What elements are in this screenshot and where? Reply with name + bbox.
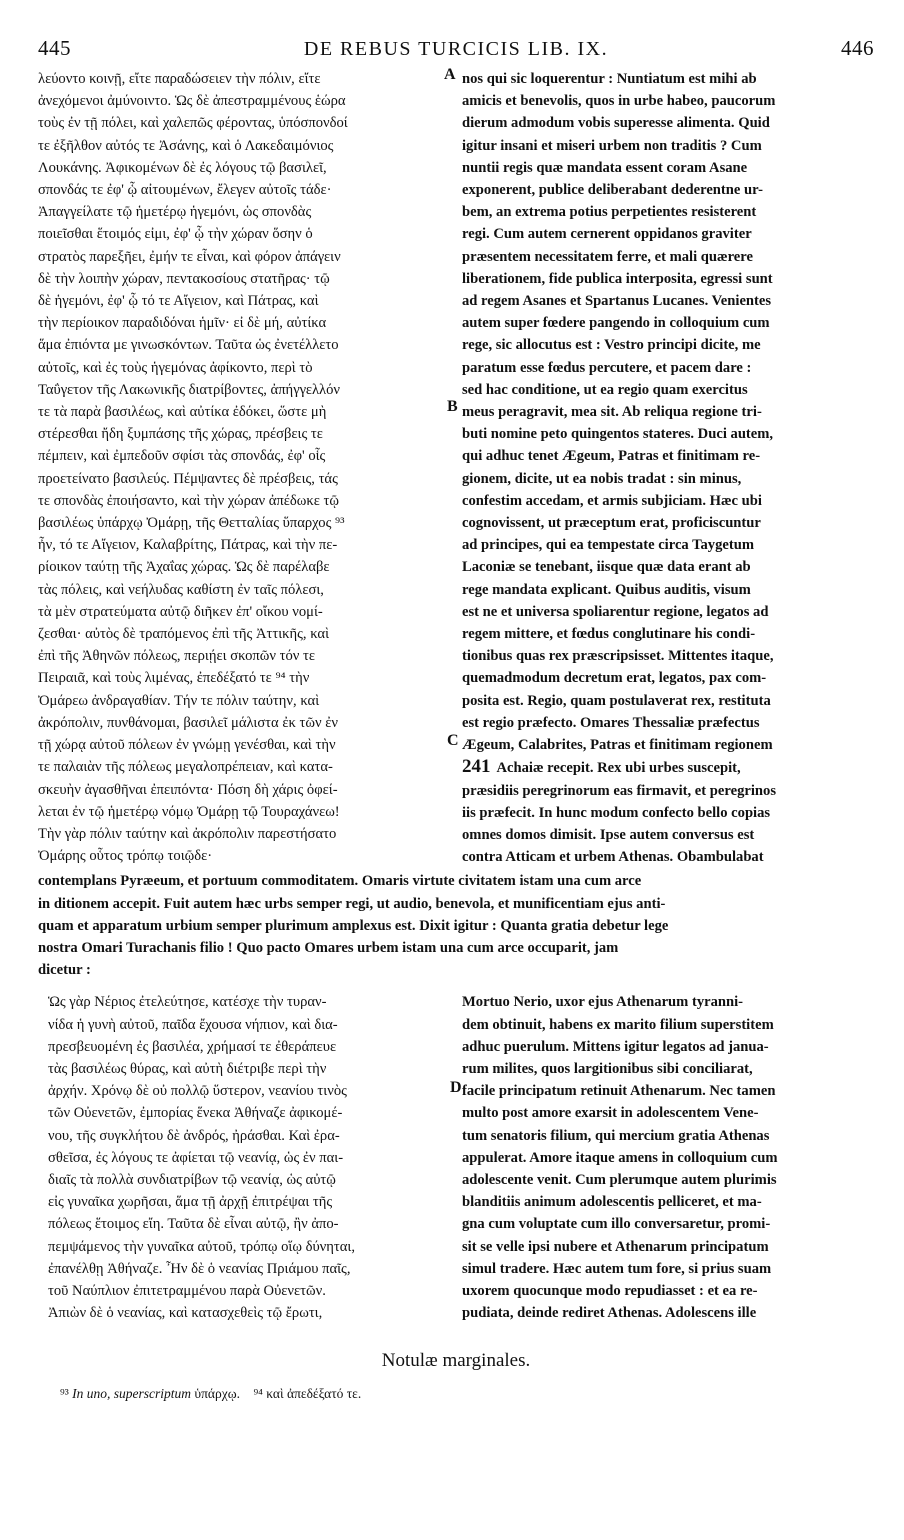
greek-text-line: διαῖς τὰ πολλὰ συνδιατρίβων τῷ νεανίᾳ, ὡς αὐτῷ: [48, 1171, 336, 1188]
greek-text-line: τῇ χώρᾳ αὐτοῦ πόλεων ἐν γνώμῃ γενέσθαι, καὶ τὴν: [38, 737, 336, 754]
latin-text-line: ad regem Asanes et Spartanus Lucanes. Venientes: [462, 293, 772, 310]
latin-text-line: regi. Cum autem cernerent oppidanos graviter: [462, 226, 752, 243]
latin-text-line: posita est. Regio, quam postulaverat rex, restituta: [462, 692, 771, 709]
greek-text-line: λεύοντο κοινῇ, εἴτε παραδώσειεν τὴν πόλιν, εἴτε: [38, 71, 321, 87]
latin-text-line: qui adhuc tenet Ægeum, Patras et finitimam re-: [462, 448, 761, 465]
greek-text-line: Ὀμάρεω ἀνδραγαθίαν. Τήν τε πόλιν ταύτην, καὶ: [38, 692, 320, 709]
latin-text-line: igitur insani et miseri urbem non traditis ? Cum: [462, 137, 762, 154]
full-width-text-line: contemplans Pyræeum, et portuum commoditatem. Omaris virtute civitatem istam una cum arce: [38, 873, 642, 890]
greek-text-line: λεται ἐν τῷ ἡμετέρῳ νόμῳ Ὀμάρῃ τῷ Τουραχάνεω!: [38, 803, 340, 820]
greek-text-line: Λουκάνης. Ἀφικομένων δὲ ἐς λόγους τῷ βασιλεῖ,: [38, 159, 327, 176]
greek-text-line: ἅμα ἐπιόντα με γινωσκόντων. Ταῦτα ὡς ἐνετέλλετο: [38, 337, 339, 354]
note-93-italic: In uno, superscriptum: [72, 1386, 192, 1402]
note-93-greek: ὑπάρχῳ.: [194, 1386, 240, 1402]
latin-text-line: autem super fœdere pangendo in colloquium cum: [462, 315, 770, 332]
greek-text-line: τε σπονδὰς ἐποιήσαντο, καὶ τὴν χώραν ἀπέδωκε τῷ: [38, 492, 339, 509]
note-94-greek: καὶ ἀπεδέξατό τε.: [266, 1386, 362, 1402]
greek-text-line: πόλεως ἕτοιμος εἴη. Ταῦτα δὲ εἶναι αὐτῷ, ἢν ἀπο-: [48, 1216, 339, 1233]
greek-text-line: νου, τῆς συγκλήτου δὲ ἀνδρός, ἠράσθαι. Καὶ ἐρα-: [48, 1127, 340, 1144]
latin-text-line: tionibus quas rex præscripsisset. Mittentes itaque,: [462, 648, 774, 665]
greek-text-line: προετείνατο βασιλεύς. Πέμψαντες δὲ πρέσβεις, τάς: [38, 470, 338, 487]
greek-text-line: σπονδάς τε ἐφ' ᾧ αἰτουμένων, ἔλεγεν αὐτοῖς τάδε·: [38, 182, 332, 199]
greek-text-line: τοῦ Ναύπλιον ἐπιτετραμμένου παρὰ Οὐενετῶν.: [48, 1282, 326, 1299]
running-title: DE REBUS TURCICIS LIB. IX.: [303, 38, 609, 60]
greek-text-line: ἀκρόπολιν, πυνθάνομαι, βασιλεῖ μάλιστα ἐκ τῶν ἐν: [38, 714, 338, 731]
latin-column-top: [462, 68, 874, 868]
greek-text-line: ποιεῖσθαι ἕτοιμός εἰμι, ἐφ' ᾧ τὴν χώραν ὅσην ὁ: [38, 226, 313, 243]
margin-letter-a: A: [444, 66, 456, 83]
running-header: [38, 36, 874, 62]
latin-text-line: pudiata, deinde rediret Athenas. Adolescens ille: [462, 1305, 757, 1322]
greek-column-top: [38, 68, 456, 868]
greek-text-line: αὐτοῖς, καὶ ἐς τοὺς ἡγεμόνας ἀφίκοντο, περὶ τὸ: [38, 359, 313, 376]
latin-text-line: buti nomine peto quingentos stateres. Duci autem,: [462, 426, 774, 443]
section-number: 241: [462, 756, 491, 778]
latin-text-line: [462, 756, 874, 779]
latin-text-line: exponerent, publice deliberabant dederentne ur-: [462, 182, 763, 199]
latin-text-line: dierum admodum vobis superesse alimenta. Quid: [462, 115, 770, 132]
latin-text-line: regem mittere, et fœdus conglutinare his condi-: [462, 626, 756, 643]
latin-text-line: quemadmodum decretum erat, legatos, pax com-: [462, 670, 767, 687]
greek-text-line: τὴν περίοικον παραδιδόναι ἡμῖν· εἰ δὲ μή, αὐτίκα: [38, 315, 327, 332]
latin-text-line: gionem, dicite, ut ea nobis tradat : sin minus,: [462, 470, 742, 487]
latin-text-line: nos qui sic loquerentur : Nuntiatum est mihi ab: [462, 71, 757, 87]
greek-text-line: Ταΰγετον τῆς Λακωνικῆς διατρίβοντες, ἀπήγγελλόν: [38, 381, 341, 398]
latin-text-line: paratum esse fœdus percutere, et pacem dare :: [462, 359, 752, 376]
greek-text-line: ζεσθαι· αὐτὸς δὲ τραπόμενος ἐπὶ τῆς Ἀττικῆς, καὶ: [38, 626, 330, 643]
marginal-notes: [60, 1386, 874, 1402]
greek-text-line: τε ἐξῆλθον αὐτός τε Ἀσάνης, καὶ ὁ Λακεδαιμόνιος: [38, 137, 334, 154]
greek-text-line: ἐπανέλθῃ Ἀθήναζε. Ἦν δὲ ὁ νεανίας Πριάμου παῖς,: [48, 1260, 351, 1277]
latin-text-line: Ægeum, Calabrites, Patras et finitimam regionem: [462, 737, 773, 754]
latin-text-line: amicis et benevolis, quos in urbe habeo, paucorum: [462, 93, 776, 110]
full-width-text-line: dicetur :: [38, 962, 91, 979]
latin-text-line: sit se velle ipsi nubere et Athenarum principatum: [462, 1238, 769, 1255]
latin-text-line: ad principes, qui ea tempestate circa Taygetum: [462, 537, 754, 554]
latin-text-line: præsentem necessitatem ferre, et mali quærere: [462, 248, 753, 265]
latin-text-line: est regio præfecto. Omares Thessaliæ præfectus: [462, 714, 760, 731]
latin-text-line: contra Atticam et urbem Athenas. Obambulabat: [462, 849, 764, 866]
notes-title: Notulæ marginales.: [381, 1350, 531, 1372]
latin-text-line: rege, sic allocutus est : Vestro principi dicite, me: [462, 337, 761, 354]
latin-text-line: rege mandata explicant. Quibus auditis, visum: [462, 581, 751, 598]
greek-text-line: δὲ τὴν λοιπὴν χώραν, πεντακοσίους στατῆρας· τῷ: [38, 270, 330, 287]
greek-text-line: στέρεσθαι ἤδη ξυμπάσης τῆς χώρας, πρέσβεις τε: [38, 426, 323, 443]
greek-text-line: τὰς πόλεις, καὶ νεήλυδας καθίστη ἐν ταῖς πόλεσι,: [38, 581, 324, 598]
greek-text-line: εἰς γυναῖκα χωρῆσαι, ἅμα τῇ ἀρχῇ ἐπιτρέψαι τῆς: [48, 1194, 333, 1211]
greek-text-line: ἐπὶ τῆς Ἀθηνῶν πόλεως, περιῄει σκοπῶν τόν τε: [38, 648, 316, 665]
full-width-text-line: in ditionem accepit. Fuit autem hæc urbs semper regi, ut audio, benevola, et munificentiam ejus anti-: [38, 895, 666, 912]
latin-text-line: præsidiis peregrinorum eas firmavit, et peregrinos: [462, 782, 776, 799]
latin-text-line: appulerat. Amore itaque amens in colloquium cum: [462, 1149, 778, 1166]
latin-text-line: confestim accedam, et armis subjiciam. Hæc ubi: [462, 492, 762, 509]
top-columns: [38, 68, 874, 868]
latin-text-line: uxorem quocunque modo repudiasset : et ea re-: [462, 1282, 758, 1299]
latin-text-line: meus peragravit, mea sit. Ab reliqua regione tri-: [462, 404, 762, 421]
greek-text-line: ἀνεχόμενοι ἀμύνοιντο. Ὡς δὲ ἀπεστραμμένους ἑώρα: [38, 93, 346, 110]
greek-text-line: ἀρχήν. Χρόνῳ δὲ οὐ πολλῷ ὕστερον, νεανίου τινὸς: [48, 1083, 347, 1100]
latin-text-line: nuntii regis quæ mandata essent coram Asane: [462, 159, 748, 176]
text-line-fragment: Achaiæ recepit. Rex ubi urbes suscepit,: [496, 760, 741, 777]
greek-text-line: τὰς βασιλέως θύρας, καὶ αὐτὴ διέτριβε περὶ τὴν: [48, 1060, 327, 1077]
latin-text-line: Laconiæ se tenebant, iisque quæ data erant ab: [462, 559, 751, 576]
greek-text-line: ἦν, τό τε Αἴγειον, Καλαβρίτης, Πάτρας, καὶ τὴν πε-: [38, 537, 338, 554]
greek-text-line: πεμψάμενος τὴν γυναῖκα αὐτοῦ, τρόπῳ οἵῳ δύνηται,: [48, 1238, 356, 1255]
latin-text-line: tum senatoris filium, qui mercium gratia Athenas: [462, 1127, 770, 1144]
latin-text-line: omnes domos dimisit. Ipse autem conversus est: [462, 826, 755, 843]
latin-text-line: liberationem, fide publica interposita, egressi sunt: [462, 270, 773, 287]
latin-text-line: simul tradere. Hæc autem tum fore, si prius suam: [462, 1260, 772, 1277]
bottom-columns: [38, 991, 874, 1324]
greek-text-line: στρατὸς παρεξῆει, ἐμήν τε εἶναι, καὶ φόρον ἀπάγειν: [38, 248, 341, 265]
latin-text-line: multo post amore exarsit in adolescentem Vene-: [462, 1105, 759, 1122]
greek-text-line: τῶν Οὐενετῶν, ἐμπορίας ἕνεκα Ἀθήναζε ἀφικομέ-: [48, 1105, 343, 1122]
latin-text-line: cognovissent, ut præceptum erat, proficiscuntur: [462, 515, 761, 532]
latin-text-line: adhuc puerulum. Mittens igitur legatos ad janua-: [462, 1038, 769, 1055]
latin-text-line: sed hac conditione, ut ea regio quam exercitus: [462, 381, 748, 398]
greek-text-line: σκευὴν ἀγασθῆναι ἐπειπόντα· Πόση δὴ χάρις ὀφεί-: [38, 781, 338, 798]
margin-letter-b: B: [447, 398, 458, 415]
latin-text-line: facile principatum retinuit Athenarum. Nec tamen: [462, 1083, 776, 1100]
greek-text-line: Ὀμάρης οὗτος τρόπῳ τοιῷδε·: [38, 848, 213, 865]
latin-text-line: rum milites, quos largitionibus sibi conciliarat,: [462, 1060, 753, 1077]
greek-text-line: βασιλέως ὑπάρχῳ Ὀμάρῃ, τῆς Θετταλίας ὕπαρχος ⁹³: [38, 515, 345, 532]
greek-text-line: Ἀπαγγείλατε τῷ ἡμετέρῳ ἡγεμόνι, ὡς σπονδὰς: [38, 204, 312, 221]
greek-text-line: πέμπειν, καὶ ἐμπεδοῦν σφίσι τὰς σπονδάς, ἐφ' οἷς: [38, 448, 326, 465]
greek-text-line: πρεσβευομένη ἐς βασιλέα, χρήμασί τε ἐθεράπευε: [48, 1038, 337, 1055]
latin-text-line: est ne et universa spoliarentur regione, legatos ad: [462, 603, 769, 620]
latin-column-bottom: [462, 991, 874, 1324]
full-width-text-line: nostra Omari Turachanis filio ! Quo pacto Omares urbem istam una cum arce occuparit, jam: [38, 939, 619, 956]
greek-text-line: τε παλαιὰν τῆς πόλεως μεγαλοπρέπειαν, καὶ κατα-: [38, 759, 333, 776]
greek-column-bottom: [38, 991, 456, 1324]
greek-text-line: νίδα ἡ γυνὴ αὐτοῦ, παῖδα ἔχουσα νήπιον, καὶ δια-: [48, 1016, 338, 1033]
latin-text-line: bem, an extrema potius perpetientes resisterent: [462, 204, 757, 221]
note-marker-93: ⁹³: [60, 1386, 69, 1402]
full-width-text-line: quam et apparatum urbium semper plurimum amplexus est. Dixit igitur : Quanta gratia debetur lege: [38, 917, 669, 934]
greek-text-line: τὰ μὲν στρατεύματα αὐτῷ διῆκεν ἐπ' οἴκου νομί-: [38, 603, 323, 620]
latin-text-line: adolescente venit. Cum plerumque autem plurimis: [462, 1171, 777, 1188]
margin-letter-c: C: [447, 732, 459, 749]
greek-text-line: σθεῖσα, ἐς λόγους τε ἀφίεται τῷ νεανίᾳ, ὡς ἐν παι-: [48, 1149, 344, 1166]
latin-text-line: iis præfecit. In hunc modum confecto bello copias: [462, 804, 771, 821]
greek-text-line: δὲ ἡγεμόνι, ἐφ' ᾧ τό τε Αἴγειον, καὶ Πάτρας, καὶ: [38, 293, 319, 310]
latin-text-line: Mortuo Nerio, uxor ejus Athenarum tyranni-: [462, 994, 744, 1011]
latin-text-line: dem obtinuit, habens ex marito filium superstitem: [462, 1016, 774, 1033]
margin-letter-d: D: [450, 1079, 462, 1097]
latin-text-line: blanditiis animum adolescentis pelliceret, et ma-: [462, 1194, 762, 1211]
right-page-number: 446: [841, 36, 874, 60]
greek-text-line: Ἀπιὼν δὲ ὁ νεανίας, καὶ κατασχεθεὶς τῷ ἔρωτι,: [48, 1305, 323, 1322]
left-page-number: 445: [38, 36, 71, 60]
greek-text-line: Πειραιᾶ, καὶ τοὺς λιμένας, ἐπεδέξατό τε ⁹⁴ τὴν: [38, 670, 310, 687]
greek-text-line: τοὺς ἐν τῇ πόλει, καὶ χαλεπῶς φέροντας, ὑπόσπονδοί: [38, 115, 348, 132]
note-marker-94: ⁹⁴: [253, 1386, 263, 1402]
greek-text-line: Τὴν γὰρ πόλιν ταύτην καὶ ἀκρόπολιν παρεστήσατο: [38, 825, 337, 842]
greek-text-line: ρίοικον ταύτῃ τῆς Ἀχαΐας χώρας. Ὡς δὲ παρέλαβε: [38, 559, 330, 576]
greek-text-line: Ὡς γὰρ Νέριος ἐτελεύτησε, κατέσχε τὴν τυραν-: [48, 994, 327, 1011]
latin-text-line: gna cum voluptate cum illo conversaretur, promi-: [462, 1216, 771, 1233]
full-width-latin: [38, 870, 874, 981]
greek-text-line: τε τὰ παρὰ βασιλέως, καὶ αὐτίκα ἐδόκει, ὥστε μὴ: [38, 404, 327, 421]
